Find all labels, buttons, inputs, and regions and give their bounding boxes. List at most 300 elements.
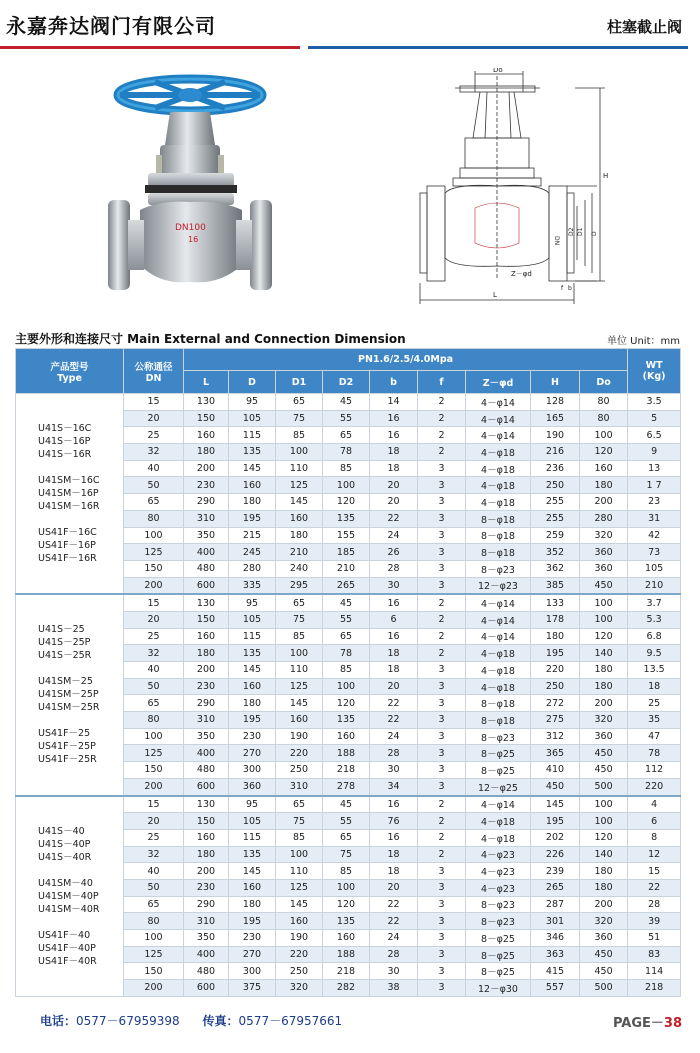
table-cell: 200 [184, 460, 229, 477]
table-cell: 55 [323, 410, 370, 427]
type-name: U41SM－25P [38, 689, 99, 701]
table-cell: 31 [628, 510, 681, 527]
table-cell: 13 [628, 460, 681, 477]
table-cell: 4－φ18 [466, 829, 531, 846]
table-cell: 360 [580, 544, 628, 561]
table-cell: 3 [418, 560, 466, 577]
table-cell: 2 [418, 846, 466, 863]
table-cell: 8 [628, 829, 681, 846]
table-cell: 3 [418, 946, 466, 963]
table-cell: 115 [229, 628, 276, 645]
table-cell: 2 [418, 394, 466, 411]
table-cell: 120 [323, 494, 370, 511]
table-cell: 400 [184, 544, 229, 561]
table-cell: 255 [531, 510, 580, 527]
table-cell: 600 [184, 577, 229, 594]
table-cell: 245 [229, 544, 276, 561]
table-cell: 125 [276, 477, 323, 494]
table-cell: 3.7 [628, 594, 681, 611]
table-cell: 5.3 [628, 611, 681, 628]
table-cell: 78 [628, 745, 681, 762]
table-cell: 218 [323, 963, 370, 980]
table-cell: 18 [628, 678, 681, 695]
table-cell: 365 [531, 745, 580, 762]
table-cell: 180 [580, 879, 628, 896]
table-cell: 100 [323, 879, 370, 896]
table-cell: 301 [531, 913, 580, 930]
col-header: b [370, 371, 418, 394]
type-name: U41SM－40 [38, 877, 93, 889]
table-cell: 105 [229, 611, 276, 628]
table-cell: 220 [531, 662, 580, 679]
table-cell: 216 [531, 444, 580, 461]
page-footer [0, 1008, 700, 1048]
table-cell: 220 [628, 778, 681, 795]
table-cell: 9 [628, 444, 681, 461]
table-cell: 65 [276, 394, 323, 411]
type-name: US41F－16P [38, 540, 96, 552]
table-cell: 160 [229, 678, 276, 695]
table-cell: 95 [229, 594, 276, 611]
dimension-drawing [415, 68, 620, 308]
table-cell: 200 [580, 896, 628, 913]
dn-cell: 20 [124, 813, 184, 830]
table-cell: 15 [628, 863, 681, 880]
table-cell: 310 [184, 712, 229, 729]
table-cell: 135 [229, 846, 276, 863]
dn-cell: 25 [124, 628, 184, 645]
table-cell: 105 [229, 410, 276, 427]
table-cell: 4－φ14 [466, 628, 531, 645]
table-cell: 190 [531, 427, 580, 444]
table-cell: 6 [370, 611, 418, 628]
type-name: U41S－40R [38, 851, 92, 863]
table-cell: 65 [323, 628, 370, 645]
table-cell: 130 [184, 394, 229, 411]
table-cell: 3 [418, 896, 466, 913]
table-cell: 140 [580, 846, 628, 863]
table-cell: 230 [229, 930, 276, 947]
table-cell: 100 [276, 846, 323, 863]
table-cell: 200 [580, 494, 628, 511]
table-cell: 190 [276, 728, 323, 745]
header-wt [628, 349, 681, 394]
dn-cell: 40 [124, 863, 184, 880]
table-cell: 16 [370, 427, 418, 444]
table-cell: 350 [184, 728, 229, 745]
table-cell: 295 [276, 577, 323, 594]
table-row [16, 394, 681, 411]
table-cell: 195 [229, 712, 276, 729]
type-name: U41SM－40R [38, 903, 100, 915]
type-name: U41S－16P [38, 436, 91, 448]
table-cell: 3 [418, 745, 466, 762]
table-cell: 120 [580, 444, 628, 461]
table-cell: 500 [580, 778, 628, 795]
table-cell: 160 [184, 628, 229, 645]
table-cell: 3 [418, 510, 466, 527]
table-cell: 24 [370, 728, 418, 745]
table-cell: 135 [323, 712, 370, 729]
type-name: U41SM－40P [38, 890, 99, 902]
table-cell: 410 [531, 762, 580, 779]
table-cell: 202 [531, 829, 580, 846]
table-cell: 4－φ23 [466, 863, 531, 880]
header-type-en: Type [57, 372, 82, 384]
table-cell: 8－φ23 [466, 913, 531, 930]
table-cell: 200 [184, 662, 229, 679]
table-cell: 218 [323, 762, 370, 779]
table-cell: 20 [370, 494, 418, 511]
table-cell: 22 [370, 896, 418, 913]
table-cell: 120 [323, 896, 370, 913]
table-cell: 480 [184, 963, 229, 980]
table-cell: 24 [370, 527, 418, 544]
dn-cell: 150 [124, 560, 184, 577]
photo-marking-pn: 16 [188, 235, 199, 244]
table-cell: 120 [323, 695, 370, 712]
table-cell: 160 [229, 879, 276, 896]
table-cell: 160 [580, 460, 628, 477]
table-cell: 6 [628, 813, 681, 830]
table-cell: 3 [418, 980, 466, 997]
type-name [38, 916, 123, 929]
table-cell: 3 [418, 728, 466, 745]
table-cell: 230 [184, 678, 229, 695]
table-cell: 105 [229, 813, 276, 830]
table-cell: 28 [370, 946, 418, 963]
table-cell: 360 [580, 930, 628, 947]
table-cell: 80 [580, 410, 628, 427]
table-cell: 100 [323, 678, 370, 695]
table-cell: 600 [184, 778, 229, 795]
table-cell: 450 [580, 762, 628, 779]
table-cell: 34 [370, 778, 418, 795]
table-cell: 145 [276, 695, 323, 712]
table-cell: 180 [531, 628, 580, 645]
page-prefix: PAGE－ [612, 1016, 664, 1031]
dn-cell: 32 [124, 846, 184, 863]
table-row [16, 594, 681, 611]
dn-cell: 80 [124, 913, 184, 930]
table-cell: 180 [580, 678, 628, 695]
type-name: U41S－25 [38, 624, 85, 636]
table-cell: 16 [370, 410, 418, 427]
type-cell [16, 594, 124, 795]
table-cell: 4－φ14 [466, 394, 531, 411]
table-cell: 128 [531, 394, 580, 411]
col-header: L [184, 371, 229, 394]
table-cell: 480 [184, 560, 229, 577]
table-cell: 100 [323, 477, 370, 494]
table-cell: 45 [323, 796, 370, 813]
valve-photo [100, 60, 280, 310]
tel-number: 0577－67959398 [76, 1014, 180, 1028]
table-cell: 300 [229, 762, 276, 779]
type-name: U41SM－16P [38, 488, 99, 500]
table-cell: 3 [418, 544, 466, 561]
table-cell: 26 [370, 544, 418, 561]
table-cell: 73 [628, 544, 681, 561]
table-cell: 85 [276, 427, 323, 444]
type-name: U41SM－16C [38, 475, 100, 487]
table-cell: 145 [229, 460, 276, 477]
type-name: U41S－25R [38, 650, 92, 662]
table-cell: 230 [184, 477, 229, 494]
table-cell: 25 [628, 695, 681, 712]
table-cell: 180 [184, 645, 229, 662]
dn-cell: 150 [124, 963, 184, 980]
dn-cell: 100 [124, 930, 184, 947]
table-cell: 8－φ25 [466, 946, 531, 963]
table-cell: 23 [628, 494, 681, 511]
dn-cell: 150 [124, 762, 184, 779]
table-cell: 2 [418, 829, 466, 846]
table-cell: 363 [531, 946, 580, 963]
table-cell: 4－φ18 [466, 444, 531, 461]
table-cell: 230 [184, 879, 229, 896]
dn-cell: 200 [124, 778, 184, 795]
header-dn-cn: 公称通径 [134, 361, 173, 373]
photo-marking-dn: DN100 [175, 223, 206, 233]
table-cell: 180 [184, 444, 229, 461]
type-name [38, 662, 123, 675]
table-cell: 125 [276, 678, 323, 695]
table-cell: 83 [628, 946, 681, 963]
table-cell: 100 [580, 427, 628, 444]
table-cell: 22 [370, 510, 418, 527]
table-cell: 352 [531, 544, 580, 561]
drawing-label-z: Z－φd [511, 270, 532, 278]
table-cell: 145 [229, 662, 276, 679]
table-cell: 4－φ14 [466, 796, 531, 813]
table-cell: 130 [184, 796, 229, 813]
table-cell: 135 [323, 510, 370, 527]
table-cell: 6.5 [628, 427, 681, 444]
table-cell: 24 [370, 930, 418, 947]
table-cell: 4－φ18 [466, 813, 531, 830]
dn-cell: 50 [124, 678, 184, 695]
table-cell: 236 [531, 460, 580, 477]
table-cell: 22 [370, 695, 418, 712]
table-cell: 210 [276, 544, 323, 561]
table-cell: 280 [229, 560, 276, 577]
table-cell: 312 [531, 728, 580, 745]
table-cell: 95 [229, 796, 276, 813]
table-cell: 114 [628, 963, 681, 980]
table-cell: 18 [370, 662, 418, 679]
table-cell: 16 [370, 796, 418, 813]
table-cell: 78 [323, 444, 370, 461]
table-cell: 3 [418, 577, 466, 594]
table-cell: 3 [418, 712, 466, 729]
drawing-label-dn: DN [553, 236, 560, 246]
table-cell: 65 [323, 829, 370, 846]
type-name: U41S－40P [38, 838, 91, 850]
table-cell: 360 [580, 728, 628, 745]
dn-cell: 20 [124, 611, 184, 628]
table-cell: 3 [418, 527, 466, 544]
type-name: U41S－16C [38, 423, 92, 435]
table-cell: 8－φ18 [466, 510, 531, 527]
table-cell: 360 [580, 560, 628, 577]
table-cell: 180 [580, 863, 628, 880]
table-cell: 275 [531, 712, 580, 729]
table-cell: 112 [628, 762, 681, 779]
type-cell [16, 394, 124, 595]
col-header: D [229, 371, 276, 394]
table-cell: 22 [370, 913, 418, 930]
table-cell: 160 [229, 477, 276, 494]
table-cell: 30 [370, 577, 418, 594]
table-cell: 310 [276, 778, 323, 795]
table-cell: 200 [580, 695, 628, 712]
table-cell: 160 [276, 712, 323, 729]
page-header [0, 0, 700, 52]
type-name [38, 864, 123, 877]
type-name [38, 461, 123, 474]
table-cell: 2 [418, 410, 466, 427]
table-cell: 226 [531, 846, 580, 863]
drawing-label-d1: D1 [577, 227, 584, 236]
table-cell: 350 [184, 930, 229, 947]
dn-cell: 80 [124, 510, 184, 527]
table-cell: 3 [418, 879, 466, 896]
table-cell: 120 [580, 829, 628, 846]
dn-cell: 25 [124, 829, 184, 846]
type-name: US41F－40 [38, 929, 91, 941]
table-cell: 51 [628, 930, 681, 947]
table-cell: 450 [580, 577, 628, 594]
table-cell: 4－φ18 [466, 494, 531, 511]
table-cell: 100 [276, 645, 323, 662]
table-cell: 450 [580, 745, 628, 762]
table-cell: 450 [580, 963, 628, 980]
table-cell: 415 [531, 963, 580, 980]
table-cell: 3 [418, 762, 466, 779]
drawing-label-d2: D2 [568, 227, 575, 236]
table-cell: 100 [580, 611, 628, 628]
table-cell: 8－φ18 [466, 544, 531, 561]
table-cell: 8－φ23 [466, 896, 531, 913]
tel-label: 电话： [40, 1014, 77, 1028]
table-cell: 13.5 [628, 662, 681, 679]
table-cell: 195 [531, 645, 580, 662]
table-cell: 250 [276, 762, 323, 779]
table-cell: 16 [370, 594, 418, 611]
table-cell: 4－φ18 [466, 645, 531, 662]
table-cell: 80 [580, 394, 628, 411]
table-cell: 215 [229, 527, 276, 544]
page-num: 38 [663, 1016, 682, 1031]
table-cell: 4－φ18 [466, 662, 531, 679]
table-cell: 3 [418, 678, 466, 695]
table-cell: 76 [370, 813, 418, 830]
table-cell: 47 [628, 728, 681, 745]
table-cell: 400 [184, 745, 229, 762]
type-name [38, 513, 123, 526]
type-name: U41S－16R [38, 449, 92, 461]
table-cell: 259 [531, 527, 580, 544]
table-cell: 3 [418, 913, 466, 930]
table-cell: 8－φ18 [466, 695, 531, 712]
table-cell: 3 [418, 778, 466, 795]
table-cell: 8－φ23 [466, 728, 531, 745]
dn-cell: 25 [124, 427, 184, 444]
table-cell: 75 [276, 813, 323, 830]
table-cell: 320 [276, 980, 323, 997]
table-cell: 180 [229, 896, 276, 913]
col-header: Do [580, 371, 628, 394]
table-cell: 130 [184, 594, 229, 611]
section-title: 主要外形和连接尺寸 Main External and Connection Dimension [15, 332, 406, 346]
table-cell: 300 [229, 963, 276, 980]
table-cell: 272 [531, 695, 580, 712]
table-cell: 3 [418, 930, 466, 947]
dn-cell: 40 [124, 662, 184, 679]
dn-cell: 15 [124, 394, 184, 411]
table-cell: 6.8 [628, 628, 681, 645]
table-cell: 210 [323, 560, 370, 577]
table-cell: 55 [323, 611, 370, 628]
type-name: U41S－25P [38, 637, 91, 649]
table-cell: 180 [184, 846, 229, 863]
table-cell: 135 [229, 444, 276, 461]
table-cell: 135 [229, 645, 276, 662]
dn-cell: 32 [124, 444, 184, 461]
type-name: US41F－25P [38, 741, 96, 753]
table-cell: 18 [370, 460, 418, 477]
header-dn-en: DN [145, 372, 162, 384]
table-cell: 100 [580, 796, 628, 813]
table-cell: 85 [323, 662, 370, 679]
type-name: US41F－40R [38, 955, 97, 967]
table-cell: 250 [531, 477, 580, 494]
table-cell: 265 [531, 879, 580, 896]
table-cell: 400 [184, 946, 229, 963]
table-cell: 180 [276, 527, 323, 544]
dn-cell: 200 [124, 980, 184, 997]
table-cell: 188 [323, 946, 370, 963]
table-cell: 160 [323, 930, 370, 947]
table-cell: 85 [276, 628, 323, 645]
table-cell: 115 [229, 427, 276, 444]
table-cell: 180 [580, 662, 628, 679]
table-cell: 2 [418, 628, 466, 645]
fax-number: 0577－67957661 [238, 1014, 343, 1028]
dn-cell: 100 [124, 728, 184, 745]
table-cell: 239 [531, 863, 580, 880]
dn-cell: 125 [124, 544, 184, 561]
type-name: U41SM－25 [38, 676, 93, 688]
table-cell: 290 [184, 896, 229, 913]
table-cell: 8－φ25 [466, 745, 531, 762]
table-cell: 350 [184, 527, 229, 544]
table-cell: 145 [229, 863, 276, 880]
table-cell: 100 [276, 444, 323, 461]
table-cell: 75 [276, 611, 323, 628]
table-cell: 210 [628, 577, 681, 594]
table-cell: 8－φ23 [466, 560, 531, 577]
table-cell: 45 [323, 594, 370, 611]
header-dn [124, 349, 184, 394]
table-cell: 22 [628, 879, 681, 896]
table-cell: 100 [580, 594, 628, 611]
dn-cell: 50 [124, 879, 184, 896]
table-row [16, 796, 681, 813]
dn-cell: 65 [124, 896, 184, 913]
table-cell: 4－φ23 [466, 846, 531, 863]
